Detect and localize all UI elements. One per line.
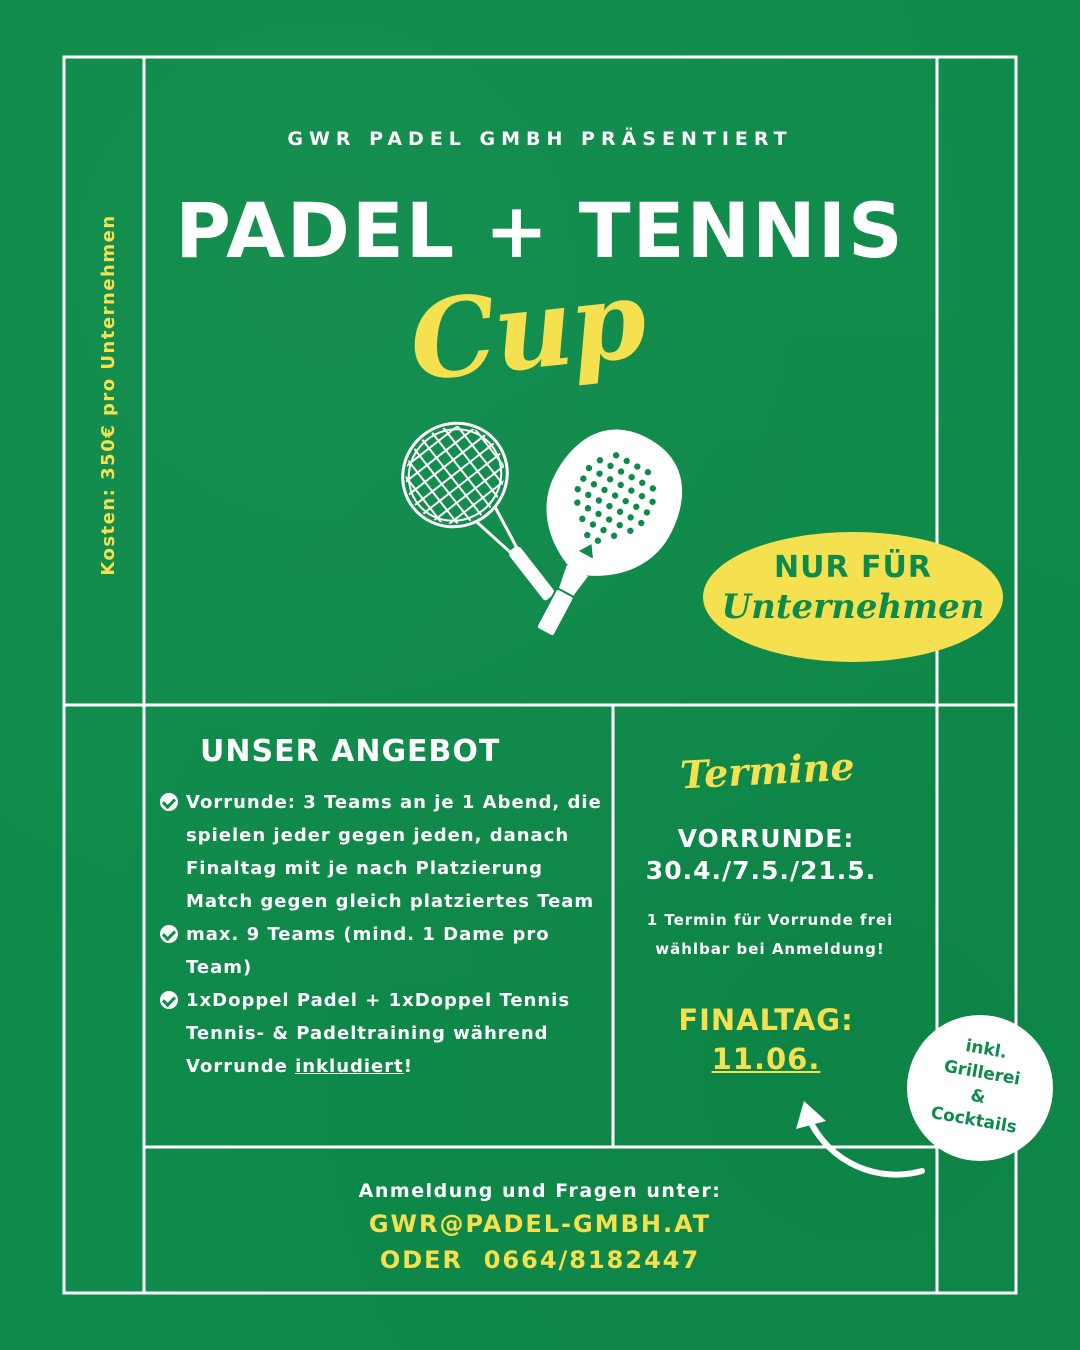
finaltag-label: FINALTAG: [678,1003,854,1037]
contact-label: Anmeldung und Fragen unter: [358,1180,722,1202]
vorrunde-note: 1 Termin für Vorrunde frei wählbar bei Anmeldung! [646,911,894,958]
vorrunde-dates: 30.4./7.5./21.5. [645,856,877,885]
extras-badge-text [900,1025,1060,1145]
badge-line-2: Unternehmen [721,587,985,627]
offer-item-text: 1xDoppel Padel + 1xDoppel Tennis Tennis- & Padeltraining während Vorrunde [186,990,571,1077]
vorrunde-label: VORRUNDE: [677,824,855,853]
contact-email[interactable]: GWR@PADEL-GMBH.AT [368,1210,712,1238]
finaltag-date: 11.06. [711,1042,821,1076]
offer-item-end: ! [403,1056,413,1077]
extras-badge [907,1015,1053,1161]
cup-script: Cup [404,256,650,406]
list-item [160,984,610,1083]
offer-item-text: max. 9 Teams (mind. 1 Dame pro Team) [186,924,550,978]
badge-line-1: NUR FÜR [774,550,932,585]
termine-heading: Termine [678,743,856,798]
cost-vertical-text: Kosten: 350€ pro Unternehmen [98,214,119,576]
offer-item-underlined: inkludiert [295,1056,404,1077]
offer-list [160,786,610,1083]
padel-racket-icon [487,420,695,650]
check-circle-icon [160,991,178,1009]
check-circle-icon [160,925,178,943]
contact-phone[interactable]: ODER 0664/8182447 [379,1246,701,1274]
check-circle-icon [160,793,178,811]
extras-line-4: Cocktails [929,1103,1019,1138]
rackets-illustration [395,420,695,650]
presenter-line: GWR PADEL GMBH PRÄSENTIERT [287,128,793,150]
extras-line-3: & [968,1085,987,1108]
list-item [160,918,610,984]
companies-only-badge [703,532,1003,662]
offer-item-text: Vorrunde: 3 Teams an je 1 Abend, die spielen jeder gegen jeden, danach Finaltag mit je nach Platzierung Match gegen gleich platziertes Team [186,792,602,912]
offer-heading: UNSER ANGEBOT [200,734,501,769]
extras-line-1: inkl. [964,1036,1009,1064]
page-title: PADEL + TENNIS [175,186,905,275]
extras-line-2: Grillerei [942,1056,1022,1090]
list-item [160,786,610,918]
